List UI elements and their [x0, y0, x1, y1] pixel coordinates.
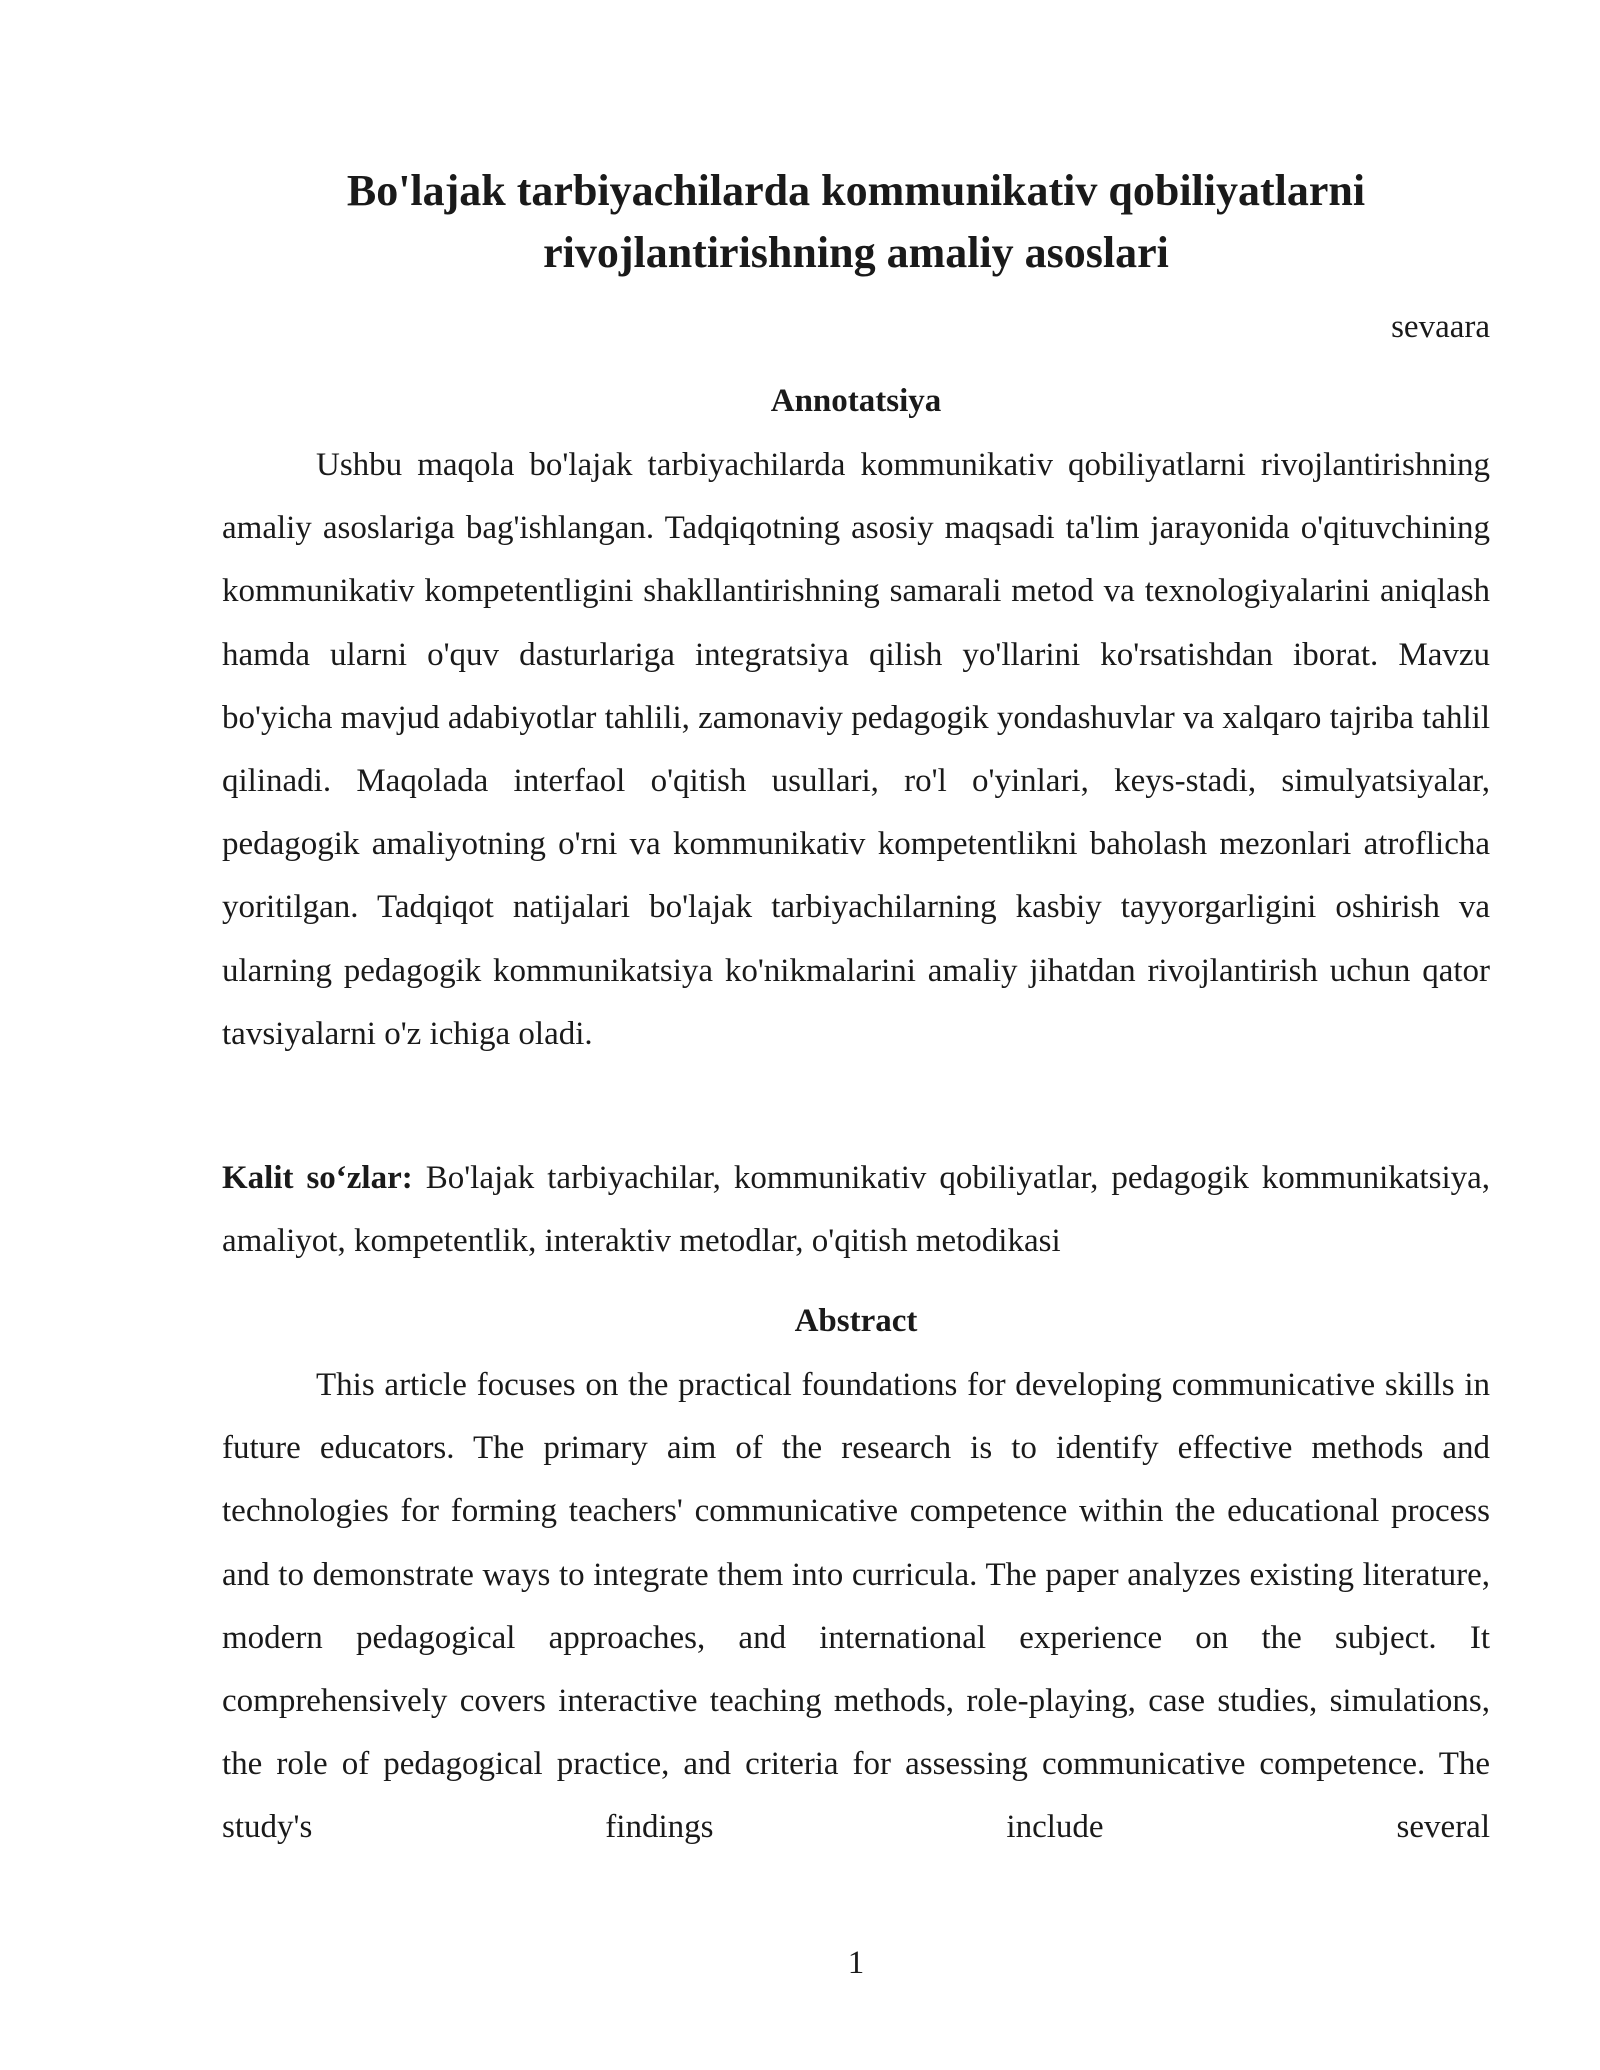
annotation-text: Ushbu maqola bo'lajak tarbiyachilarda kommunikativ qobiliyatlarni rivojlantirishning amaliy asoslariga bag'ishlangan. Tadqiqotning asosiy maqsadi ta'lim jarayonida o'qituvchining kommunikativ kompetentligini shakllantirishning samarali metod va texnologiyalarini aniqlash hamda ularni o'quv dasturlariga integratsiya qilish yo'llarini ko'rsatishdan iborat. Mavzu bo'yicha mavjud adabiyotlar tahlili, zamonaviy pedagogik yondashuvlar va xalqaro tajriba tahlil qilinadi. Maqolada interfaol o'qitish usullari, ro'l o'yinlari, keys-stadi, simulyatsiyalar, pedagogik amaliyotning o'rni va kommunikativ kompetentlikni baholash mezonlari atroflicha yoritilgan. Tadqiqot natijalari bo'lajak tarbiyachilarning kasbiy tayyorgarligini oshirish va ularning pedagogik kommunikatsiya ko'nikmalarini amaliy jihatdan rivojlantirish uchun qator tavsiyalarni o'z ichiga oladi.	[222, 447, 1490, 1052]
author-name: sevaara	[1391, 309, 1490, 345]
page-number: 1	[847, 1945, 865, 1981]
keywords	[222, 1147, 1490, 1273]
abstract-heading: Abstract	[794, 1303, 918, 1339]
document-page	[222, 0, 1490, 2070]
abstract-text: This article focuses on the practical foundations for developing communicative skills in future educators. The primary aim of the research is to identify effective methods and technologies for forming teachers' communicative competence within the educational process and to demonstrate ways to integrate them into curricula. The paper analyzes existing literature, modern pedagogical approaches, and international experience on the subject. It comprehensively covers interactive teaching methods, role-playing, case studies, simulations, the role of pedagogical practice, and criteria for assessing communicative competence. The study's findings include several	[222, 1367, 1490, 1846]
paper-title: Bo'lajak tarbiyachilarda kommunikativ qobiliyatlarni rivojlantirishning amaliy asoslari	[346, 166, 1366, 277]
annotation-heading: Annotatsiya	[770, 383, 942, 419]
keywords-label: Kalit so‘zlar:	[222, 1160, 413, 1196]
keywords-text: Bo'lajak tarbiyachilar, kommunikativ qobiliyatlar, pedagogik kommunikatsiya, amaliyot, kompetentlik, interaktiv metodlar, o'qitish metodikasi	[222, 1160, 1491, 1260]
